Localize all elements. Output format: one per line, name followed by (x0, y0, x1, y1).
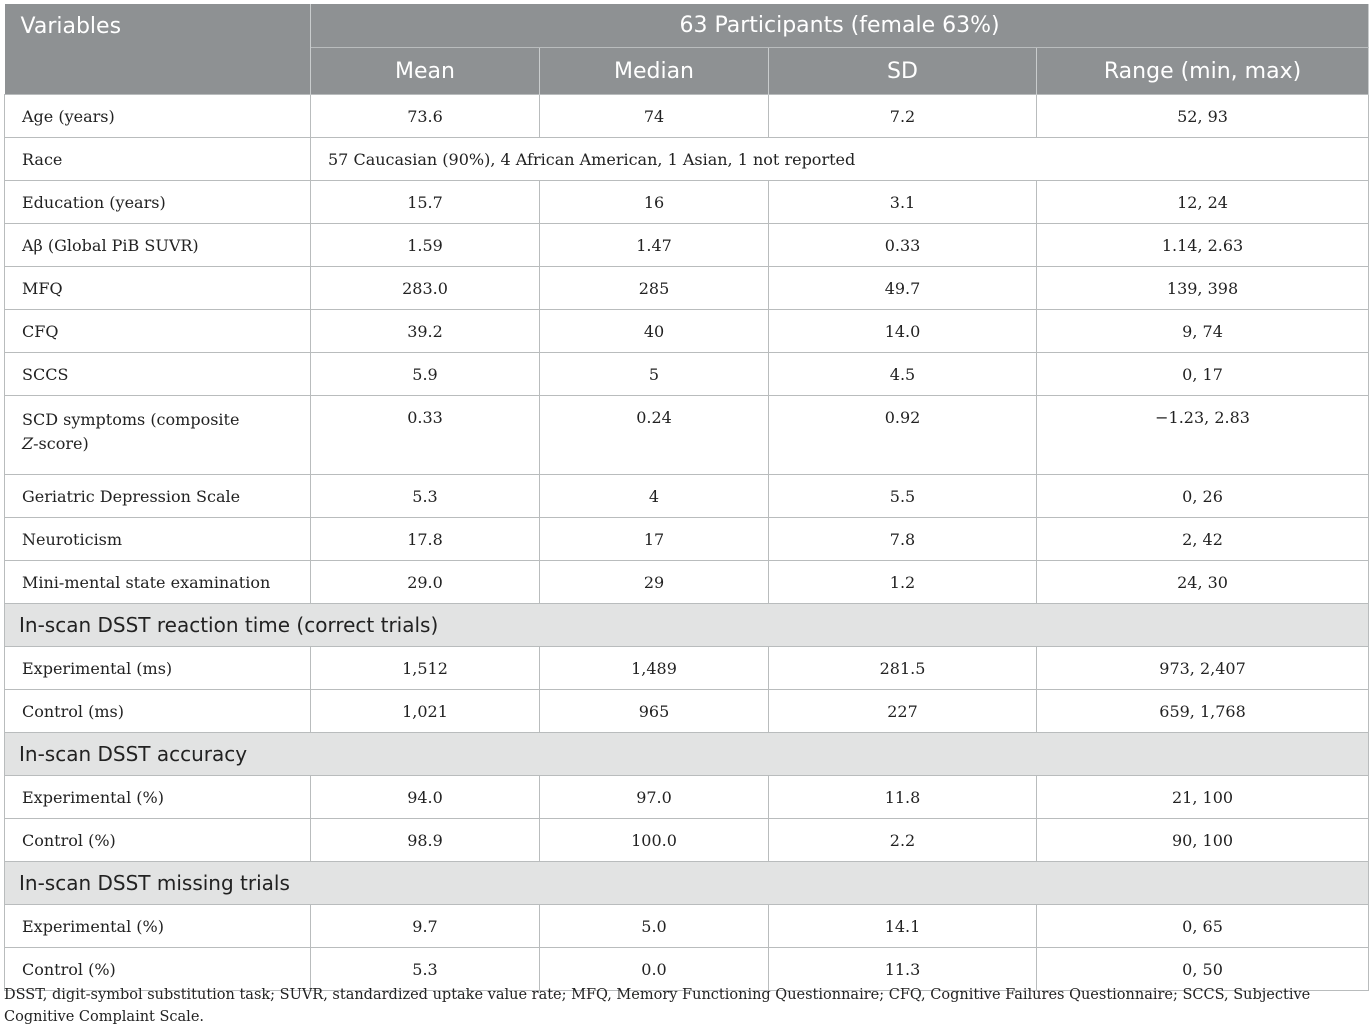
sd-cell: 227 (769, 690, 1037, 733)
mean-cell: 98.9 (311, 819, 540, 862)
median-cell: 29 (540, 561, 769, 604)
mean-cell: 283.0 (311, 267, 540, 310)
range-cell: 0, 50 (1037, 948, 1369, 991)
sd-cell: 1.2 (769, 561, 1037, 604)
scd-label-z: Z (22, 434, 34, 453)
sd-cell: 11.3 (769, 948, 1037, 991)
table-row (5, 905, 1369, 948)
table-row (5, 267, 1369, 310)
row-label: Education (years) (5, 181, 311, 224)
sd-cell: 281.5 (769, 647, 1037, 690)
table-row (5, 396, 1369, 475)
median-cell: 40 (540, 310, 769, 353)
table-row (5, 518, 1369, 561)
median-cell: 0.24 (540, 396, 769, 475)
row-label: SCCS (5, 353, 311, 396)
sd-cell: 7.2 (769, 95, 1037, 138)
sd-cell: 49.7 (769, 267, 1037, 310)
accuracy-section-title: In-scan DSST accuracy (5, 733, 1369, 776)
median-cell: 1,489 (540, 647, 769, 690)
row-label: Mini-mental state examination (5, 561, 311, 604)
sd-cell: 2.2 (769, 819, 1037, 862)
median-cell: 97.0 (540, 776, 769, 819)
row-label: Control (%) (5, 948, 311, 991)
table-row (5, 819, 1369, 862)
sd-cell: 14.0 (769, 310, 1037, 353)
range-cell: −1.23, 2.83 (1037, 396, 1369, 475)
table-row (5, 561, 1369, 604)
sd-cell: 5.5 (769, 475, 1037, 518)
table-row (5, 95, 1369, 138)
row-label: Control (%) (5, 819, 311, 862)
sd-cell: 14.1 (769, 905, 1037, 948)
row-label: MFQ (5, 267, 311, 310)
table-header (5, 4, 1369, 95)
median-cell: 16 (540, 181, 769, 224)
range-cell: 0, 17 (1037, 353, 1369, 396)
table-row (5, 181, 1369, 224)
section-header-row (5, 733, 1369, 776)
variables-header: Variables (5, 4, 311, 95)
reaction-time-section-title: In-scan DSST reaction time (correct trials) (5, 604, 1369, 647)
sd-cell: 3.1 (769, 181, 1037, 224)
table-row (5, 776, 1369, 819)
table-row (5, 475, 1369, 518)
scd-label-line2: -score) (33, 434, 89, 453)
range-cell: 2, 42 (1037, 518, 1369, 561)
range-cell: 659, 1,768 (1037, 690, 1369, 733)
participants-group-header: 63 Participants (female 63%) (311, 4, 1369, 48)
sd-cell: 4.5 (769, 353, 1037, 396)
median-cell: 5 (540, 353, 769, 396)
table-row (5, 647, 1369, 690)
table-container (4, 4, 1368, 991)
mean-column-header: Mean (311, 48, 540, 95)
sd-column-header: SD (769, 48, 1037, 95)
range-cell: 52, 93 (1037, 95, 1369, 138)
table-footnote: DSST, digit-symbol substitution task; SUVR, standardized uptake value rate; MFQ, Memory Functioning Questionnaire; CFQ, Cognitive Failures Questionnaire; SCCS, Subjective Cognitive Complaint Scale. (4, 987, 1311, 1025)
table-row (5, 310, 1369, 353)
mean-cell: 17.8 (311, 518, 540, 561)
median-column-header: Median (540, 48, 769, 95)
range-cell: 24, 30 (1037, 561, 1369, 604)
sd-cell: 0.33 (769, 224, 1037, 267)
sd-cell: 7.8 (769, 518, 1037, 561)
range-cell: 9, 74 (1037, 310, 1369, 353)
mean-cell: 94.0 (311, 776, 540, 819)
mean-cell: 5.9 (311, 353, 540, 396)
median-cell: 100.0 (540, 819, 769, 862)
row-label: CFQ (5, 310, 311, 353)
row-label: Experimental (%) (5, 776, 311, 819)
row-label (5, 396, 311, 475)
mean-cell: 9.7 (311, 905, 540, 948)
missing-trials-section-title: In-scan DSST missing trials (5, 862, 1369, 905)
table-row (5, 353, 1369, 396)
mean-cell: 5.3 (311, 475, 540, 518)
mean-cell: 5.3 (311, 948, 540, 991)
median-cell: 17 (540, 518, 769, 561)
row-label: Geriatric Depression Scale (5, 475, 311, 518)
median-cell: 74 (540, 95, 769, 138)
sd-cell: 0.92 (769, 396, 1037, 475)
range-cell: 21, 100 (1037, 776, 1369, 819)
mean-cell: 29.0 (311, 561, 540, 604)
table-row (5, 224, 1369, 267)
mean-cell: 0.33 (311, 396, 540, 475)
mean-cell: 39.2 (311, 310, 540, 353)
table-row (5, 138, 1369, 181)
range-cell: 1.14, 2.63 (1037, 224, 1369, 267)
row-label: Experimental (%) (5, 905, 311, 948)
range-cell: 90, 100 (1037, 819, 1369, 862)
row-label: Control (ms) (5, 690, 311, 733)
mean-cell: 15.7 (311, 181, 540, 224)
range-cell: 12, 24 (1037, 181, 1369, 224)
range-cell: 139, 398 (1037, 267, 1369, 310)
row-label: Race (5, 138, 311, 181)
range-cell: 0, 26 (1037, 475, 1369, 518)
sd-cell: 11.8 (769, 776, 1037, 819)
range-column-header: Range (min, max) (1037, 48, 1369, 95)
median-cell: 285 (540, 267, 769, 310)
mean-cell: 1,021 (311, 690, 540, 733)
mean-cell: 1,512 (311, 647, 540, 690)
table-row (5, 690, 1369, 733)
median-cell: 1.47 (540, 224, 769, 267)
section-header-row (5, 862, 1369, 905)
row-label: Age (years) (5, 95, 311, 138)
median-cell: 0.0 (540, 948, 769, 991)
race-description-cell: 57 Caucasian (90%), 4 African American, 1 Asian, 1 not reported (311, 138, 1369, 181)
median-cell: 4 (540, 475, 769, 518)
row-label: Aβ (Global PiB SUVR) (5, 224, 311, 267)
median-cell: 965 (540, 690, 769, 733)
participant-characteristics-table (4, 4, 1369, 991)
scd-label-line1: SCD symptoms (composite (22, 410, 240, 429)
range-cell: 0, 65 (1037, 905, 1369, 948)
section-header-row (5, 604, 1369, 647)
mean-cell: 1.59 (311, 224, 540, 267)
median-cell: 5.0 (540, 905, 769, 948)
row-label: Neuroticism (5, 518, 311, 561)
range-cell: 973, 2,407 (1037, 647, 1369, 690)
mean-cell: 73.6 (311, 95, 540, 138)
row-label: Experimental (ms) (5, 647, 311, 690)
